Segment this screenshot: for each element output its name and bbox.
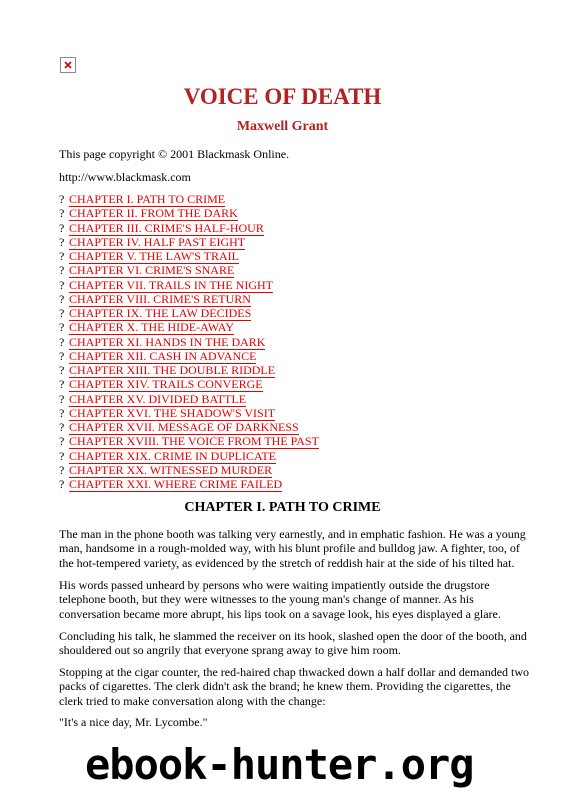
broken-image-icon bbox=[60, 57, 76, 73]
toc-item bbox=[59, 449, 519, 463]
body-paragraph: Concluding his talk, he slammed the receiver on its hook, slashed open the door of the booth, and shouldered out so angrily that everyone sprang away to give him room. bbox=[59, 629, 527, 658]
toc-chapter-link[interactable]: CHAPTER XIII. THE DOUBLE RIDDLE bbox=[69, 363, 276, 377]
body-paragraph: Stopping at the cigar counter, the red-haired chap thwacked down a half dollar and demanded two packs of cigarettes. The clerk didn't ask the brand; he knew them. Providing the cigarettes, the clerk tried to make conversation along with the change: bbox=[59, 665, 530, 708]
chapter-heading: CHAPTER I. PATH TO CRIME bbox=[184, 500, 381, 515]
toc-item bbox=[59, 406, 519, 420]
body-paragraph: The man in the phone booth was talking very earnestly, and in emphatic fashion. He was a young man, handsome in a rough-molded way, with his blunt profile and bulldog jaw. A fighter, too, of the hot-tempered variety, as evidenced by the stretch of reddish hair at the side of his tilted hat. bbox=[59, 527, 526, 570]
toc-bullet: ? bbox=[59, 192, 65, 206]
toc-item bbox=[59, 477, 519, 491]
toc-bullet: ? bbox=[59, 348, 65, 363]
toc-chapter-link[interactable]: CHAPTER VII. TRAILS IN THE NIGHT bbox=[69, 277, 273, 292]
toc-bullet: ? bbox=[59, 391, 65, 406]
toc-bullet: ? bbox=[59, 420, 65, 434]
toc-item bbox=[59, 292, 519, 306]
toc-chapter-link[interactable]: CHAPTER IV. HALF PAST EIGHT bbox=[69, 234, 246, 249]
toc-bullet: ? bbox=[59, 363, 65, 377]
toc-chapter-link[interactable]: CHAPTER XVI. THE SHADOW'S VISIT bbox=[69, 405, 276, 420]
toc-bullet: ? bbox=[59, 448, 65, 463]
toc-item bbox=[59, 206, 519, 220]
toc-bullet: ? bbox=[59, 206, 65, 221]
book-author: Maxwell Grant bbox=[236, 119, 329, 134]
toc-chapter-link[interactable]: CHAPTER XVII. MESSAGE OF DARKNESS bbox=[69, 420, 299, 434]
toc-chapter-link[interactable]: CHAPTER I. PATH TO CRIME bbox=[69, 192, 226, 206]
toc-chapter-link[interactable]: CHAPTER III. CRIME'S HALF-HOUR bbox=[69, 220, 264, 235]
toc-bullet: ? bbox=[59, 462, 65, 477]
toc-chapter-link[interactable]: CHAPTER VIII. CRIME'S RETURN bbox=[69, 291, 251, 306]
toc-bullet: ? bbox=[59, 220, 65, 235]
toc-chapter-link[interactable]: CHAPTER XIX. CRIME IN DUPLICATE bbox=[69, 448, 276, 463]
toc-list-end-marker: · · · bbox=[59, 491, 73, 497]
toc-bullet: ? bbox=[59, 320, 65, 335]
toc-item bbox=[59, 420, 519, 434]
toc-chapter-link[interactable]: CHAPTER XII. CASH IN ADVANCE bbox=[69, 348, 257, 363]
toc-item bbox=[59, 278, 519, 292]
toc-item bbox=[59, 263, 519, 277]
toc-bullet: ? bbox=[59, 306, 65, 320]
body-paragraph: "It's a nice day, Mr. Lycombe." bbox=[59, 715, 208, 729]
toc-item bbox=[59, 434, 519, 448]
toc-item bbox=[59, 221, 519, 235]
toc-item bbox=[59, 335, 519, 349]
toc-bullet: ? bbox=[59, 477, 65, 491]
toc-item bbox=[59, 463, 519, 477]
toc-bullet: ? bbox=[59, 263, 65, 278]
body-paragraph: His words passed unheard by persons who were waiting impatiently outside the drugstore telephone booth, but they were witnesses to the young man's change of manner. As his conversation became more abrupt, his lips took on a savage look, his eyes displayed a glare. bbox=[59, 578, 501, 621]
toc-chapter-link[interactable]: CHAPTER II. FROM THE DARK bbox=[69, 206, 238, 221]
toc-bullet: ? bbox=[59, 377, 65, 392]
toc-chapter-link[interactable]: CHAPTER VI. CRIME'S SNARE bbox=[69, 263, 235, 278]
toc-chapter-link[interactable]: CHAPTER XVIII. THE VOICE FROM THE PAST bbox=[69, 434, 319, 449]
table-of-contents bbox=[59, 192, 519, 491]
toc-bullet: ? bbox=[59, 291, 65, 306]
source-url: http://www.blackmask.com bbox=[59, 170, 191, 184]
copyright-notice: This page copyright © 2001 Blackmask Online. bbox=[59, 147, 290, 161]
toc-bullet: ? bbox=[59, 405, 65, 420]
toc-chapter-link[interactable]: CHAPTER X. THE HIDE-AWAY bbox=[69, 320, 235, 335]
toc-chapter-link[interactable]: CHAPTER XV. DIVIDED BATTLE bbox=[69, 391, 247, 406]
toc-item bbox=[59, 349, 519, 363]
toc-item bbox=[59, 235, 519, 249]
toc-chapter-link[interactable]: CHAPTER XIV. TRAILS CONVERGE bbox=[69, 377, 263, 392]
watermark-logo: ebook-hunter.org bbox=[85, 740, 474, 789]
toc-chapter-link[interactable]: CHAPTER IX. THE LAW DECIDES bbox=[69, 306, 252, 320]
toc-item bbox=[59, 249, 519, 263]
toc-item bbox=[59, 363, 519, 377]
toc-bullet: ? bbox=[59, 277, 65, 292]
book-title: VOICE OF DEATH bbox=[183, 84, 382, 109]
toc-item bbox=[59, 320, 519, 334]
toc-bullet: ? bbox=[59, 334, 65, 349]
toc-item bbox=[59, 306, 519, 320]
toc-item bbox=[59, 377, 519, 391]
toc-bullet: ? bbox=[59, 434, 65, 449]
toc-item bbox=[59, 192, 519, 206]
toc-chapter-link[interactable]: CHAPTER V. THE LAW'S TRAIL bbox=[69, 249, 239, 263]
toc-chapter-link[interactable]: CHAPTER XX. WITNESSED MURDER bbox=[69, 462, 273, 477]
toc-chapter-link[interactable]: CHAPTER XI. HANDS IN THE DARK bbox=[69, 334, 266, 349]
toc-bullet: ? bbox=[59, 234, 65, 249]
toc-item bbox=[59, 392, 519, 406]
toc-chapter-link[interactable]: CHAPTER XXI. WHERE CRIME FAILED bbox=[69, 477, 283, 491]
toc-bullet: ? bbox=[59, 249, 65, 263]
